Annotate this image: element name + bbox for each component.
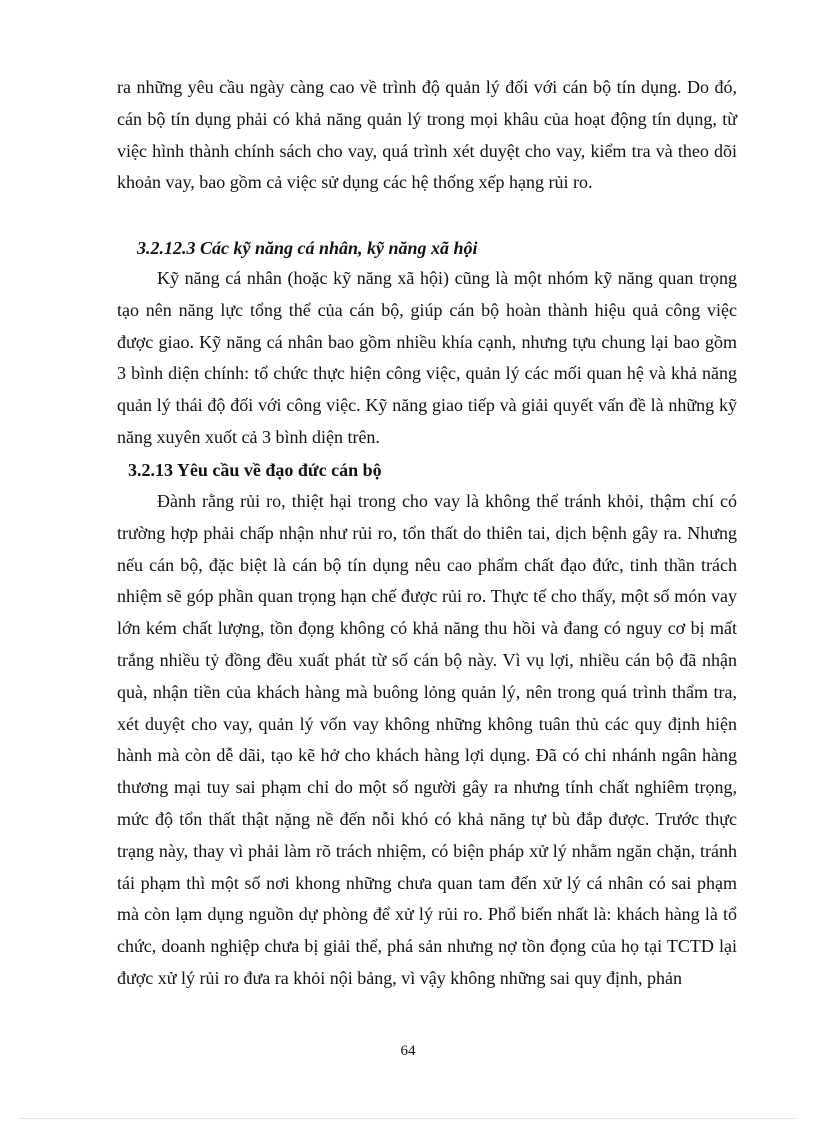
ethics-paragraph: Đành rằng rủi ro, thiệt hại trong cho vay là không thể tránh khỏi, thậm chí có trường hợp phải chấp nhận như rủi ro, tổn thất do thiên tai, dịch bệnh gây ra. Nhưng nếu cán bộ, đặc biệt là cán bộ tín dụng nêu cao phẩm chất đạo đức, tinh thần trách nhiệm sẽ góp phần quan trọng hạn chế được rủi ro. Thực tế cho thấy, một số món vay lớn kém chất lượng, tồn đọng không có khả năng thu hồi và đang có nguy cơ bị mất trắng nhiều tỷ đồng đều xuất phát từ số cán bộ này. Vì vụ lợi, nhiều cán bộ đã nhận quà, nhận tiền của khách hàng mà buông lỏng quản lý, nên trong quá trình thẩm tra, xét duyệt cho vay, quản lý vốn vay không những không tuân thủ các quy định hiện hành mà còn dễ dãi, tạo kẽ hở cho khách hàng lợi dụng. Đã có chi nhánh ngân hàng thương mại tuy sai phạm chỉ do một số người gây ra nhưng tính chất nghiêm trọng, mức độ tổn thất thật nặng nề đến nỗi khó có khả năng tự bù đắp được. Trước thực trạng này, thay vì phải làm rõ trách nhiệm, có biện pháp xử lý nhằm ngăn chặn, tránh tái phạm thì một số nơi khong những chưa quan tam đến xử lý cá nhân có sai phạm mà còn lạm dụng nguồn dự phòng để xử lý rủi ro. Phổ biến nhất là: khách hàng là tổ chức, doanh nghiệp chưa bị giải thể, phá sản nhưng nợ tồn đọng của họ tại TCTD lại được xử lý rủi ro đưa ra khỏi nội bảng, vì vậy không những sai quy định, phản [117, 491, 737, 988]
intro-paragraph: ra những yêu cầu ngày càng cao về trình độ quản lý đối với cán bộ tín dụng. Do đó, cán bộ tín dụng phải có khả năng quản lý trong mọi khâu của hoạt động tín dụng, từ việc hình thành chính sách cho vay, quá trình xét duyệt cho vay, kiểm tra và theo dõi khoản vay, bao gồm cả việc sử dụng các hệ thống xếp hạng rủi ro. [117, 77, 737, 193]
section-heading-3-2-13: 3.2.13 Yêu cầu về đạo đức cán bộ [128, 460, 382, 480]
skills-text-block [117, 263, 737, 454]
skills-paragraph: Kỹ năng cá nhân (hoặc kỹ năng xã hội) cũng là một nhóm kỹ năng quan trọng tạo nên năng lực tổng thể của cán bộ, giúp cán bộ hoàn thành hiệu quả công việc được giao. Kỹ năng cá nhân bao gồm nhiều khía cạnh, nhưng tựu chung lại bao gồm 3 bình diện chính: tổ chức thực hiện công việc, quản lý các mối quan hệ và khả năng quản lý thái độ đối với công việc. Kỹ năng giao tiếp và giải quyết vấn đề là những kỹ năng xuyên xuốt cả 3 bình diện trên. [117, 268, 737, 447]
page-number: 64 [400, 1043, 416, 1059]
ethics-text-block [117, 486, 737, 995]
page-bottom-divider [20, 1118, 796, 1119]
section-heading-3-2-12-3: 3.2.12.3 Các kỹ năng cá nhân, kỹ năng xã hội [137, 238, 478, 258]
intro-text-block [117, 72, 737, 199]
